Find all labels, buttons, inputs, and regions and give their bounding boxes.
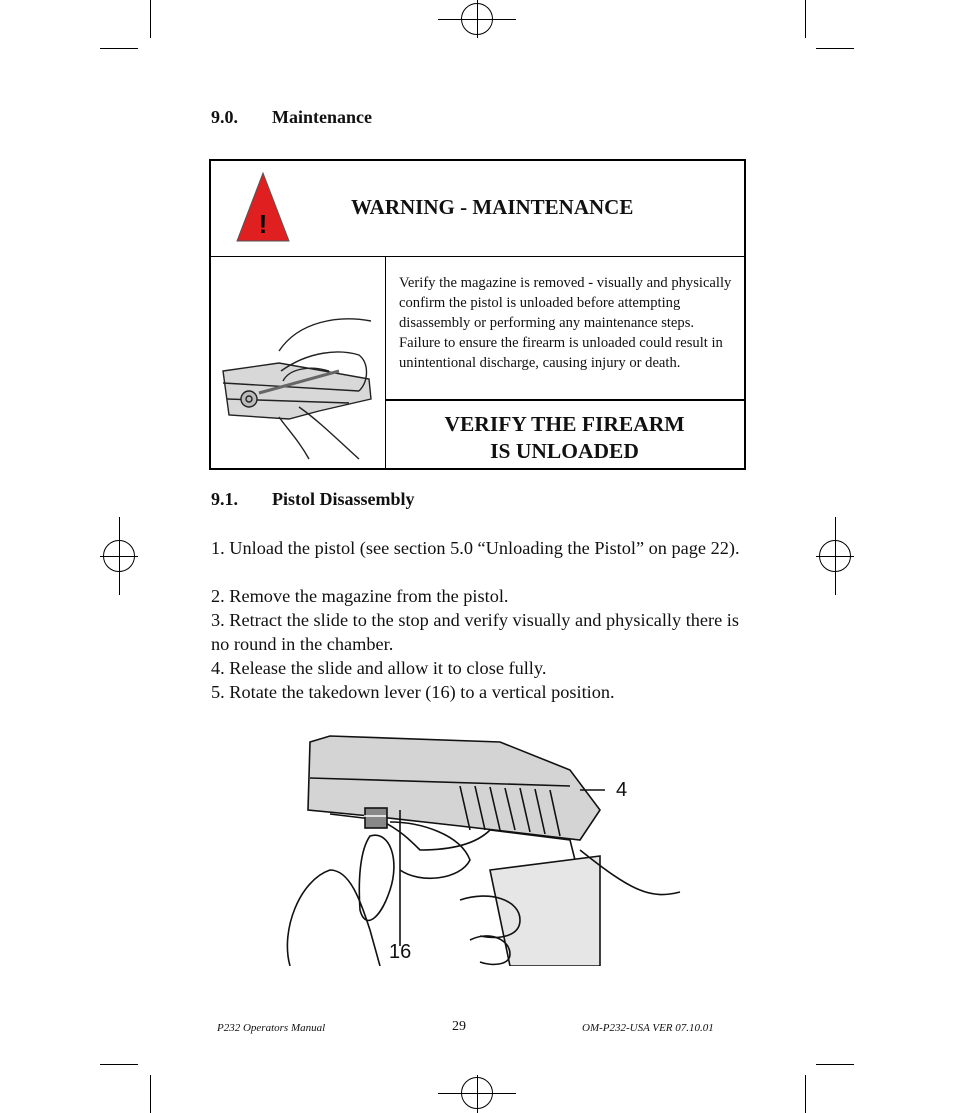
crop-mark [100, 48, 138, 49]
warning-triangle-icon [235, 171, 291, 243]
crop-mark [805, 1075, 806, 1113]
takedown-lever-illustration [270, 730, 700, 966]
warning-title: WARNING - MAINTENANCE [351, 195, 634, 219]
step-item: 5. Rotate the takedown lever (16) to a vertical position. [211, 682, 615, 702]
crop-mark [150, 1075, 151, 1113]
verify-line-1: VERIFY THE FIREARM [444, 412, 685, 436]
verify-line-2: IS UNLOADED [490, 439, 639, 463]
crop-mark [816, 1064, 854, 1065]
hand-checking-chamber-illustration [219, 311, 379, 461]
warning-body-text: Verify the magazine is removed - visually and physically confirm the pistol is unloaded before attempting disassembly or performing any maintenance steps. Failure to ensure the firearm is unloaded could result in unintentional discharge, causing injury or death. [399, 275, 732, 371]
footer-version: OM-P232-USA VER 07.10.01 [582, 1022, 714, 1034]
step-item: 2. Remove the magazine from the pistol. [211, 586, 509, 606]
section-title: Pistol Disassembly [272, 489, 415, 509]
callout-16-label: 16 [389, 941, 412, 963]
step-item: 4. Release the slide and allow it to close fully. [211, 658, 547, 678]
warning-box [209, 159, 746, 470]
crop-mark [816, 48, 854, 49]
crop-mark [805, 0, 806, 38]
verify-unloaded-callout [387, 411, 742, 465]
warning-exclamation: ! [258, 209, 268, 239]
step-item: 3. Retract the slide to the stop and verify visually and physically there is no round in the chamber. [211, 610, 739, 654]
section-number: 9.1. [211, 489, 238, 509]
crop-mark [150, 0, 151, 38]
footer-manual-title: P232 Operators Manual [217, 1022, 326, 1034]
section-number: 9.0. [211, 107, 238, 127]
step-item: 1. Unload the pistol (see section 5.0 “Unloading the Pistol” on page 22). [211, 538, 740, 558]
section-title: Maintenance [272, 107, 372, 127]
page-number: 29 [452, 1019, 466, 1034]
callout-4-label: 4 [616, 779, 628, 801]
crop-mark [100, 1064, 138, 1065]
